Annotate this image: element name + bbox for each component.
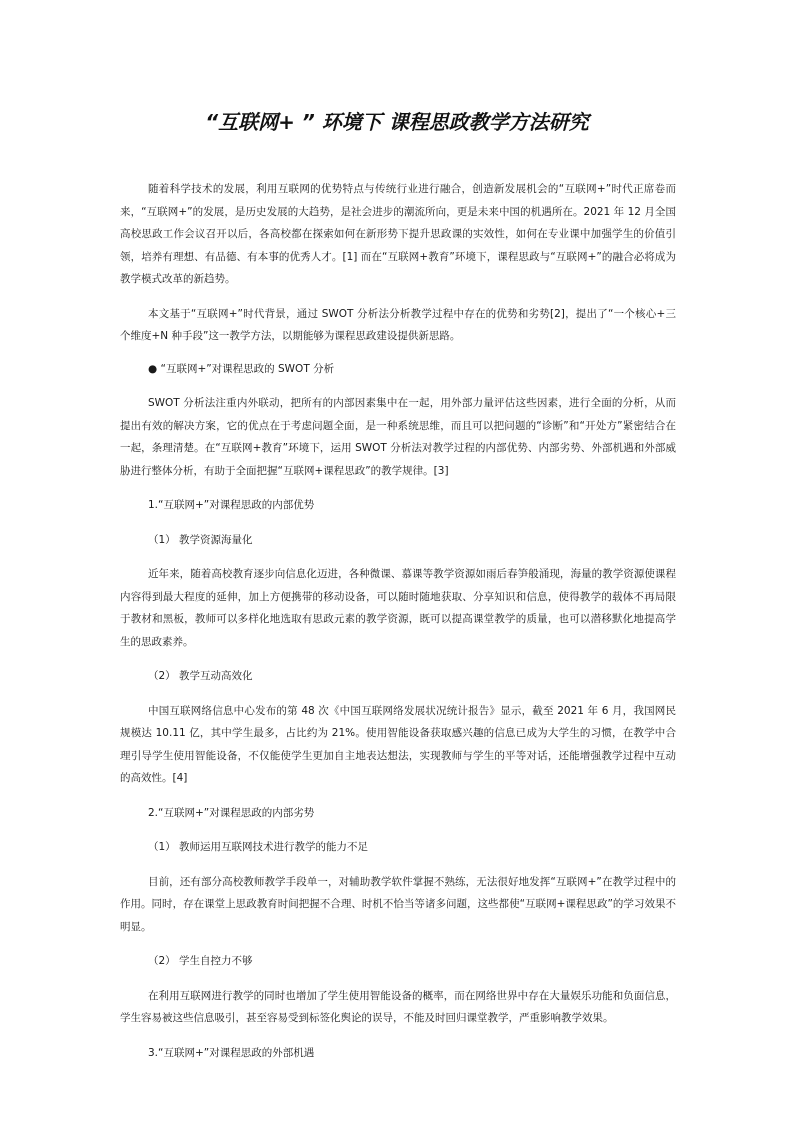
document-title: “互联网+ ” 环境下 课程思政教学方法研究	[205, 110, 589, 134]
subheading-resources: （1） 教学资源海量化	[148, 533, 253, 546]
paragraph-purpose: 本文基于“互联网+”时代背景，通过 SWOT 分析法分析教学过程中存在的优势和劣势[2]，提出了“一个核心+三个维度+N 种手段”这一教学方法，以期能够为课程思政建设提供新思路。	[120, 307, 676, 342]
paragraph-resources: 近年来，随着高校教育逐步向信息化迈进，各种微课、慕课等教学资源如雨后春笋般涌现，海量的教学资源使课程内容得到最大程度的延伸，加上方便携带的移动设备，可以随时随地获取、分享知识和信息，使得教学的载体不再局限于教材和黑板，教师可以多样化地选取有思政元素的教学资源，既可以提高课堂教学的质量，也可以潜移默化地提高学生的思政素养。	[120, 568, 676, 648]
paragraph-interaction: 中国互联网络信息中心发布的第 48 次《中国互联网络发展状况统计报告》显示，截至 2021 年 6 月，我国网民规模达 10.11 亿，其中学生最多，占比约为 21%。使用智能设备获取感兴趣的信息已成为大学生的习惯，在教学中合理引导学生使用智能设备，不仅能使学生更加自主地表达想法，实现教师与学生的平等对话，还能增强教学过程中互动的高效性。[4]	[120, 704, 676, 784]
subheading-self-control: （2） 学生自控力不够	[148, 955, 253, 967]
subheading-teacher-ability: （1） 教师运用互联网技术进行教学的能力不足	[148, 841, 369, 853]
paragraph-self-control: 在利用互联网进行教学的同时也增加了学生使用智能设备的概率，而在网络世界中存在大量娱乐功能和负面信息，学生容易被这些信息吸引，甚至容易受到标签化舆论的误导，不能及时回归课堂教学，严重影响教学效果。	[120, 989, 676, 1024]
subheading-internal-weaknesses: 2.“互联网+”对课程思政的内部劣势	[148, 806, 315, 819]
paragraph-swot: SWOT 分析法注重内外联动，把所有的内部因素集中在一起，用外部力量评估这些因素，进行全面的分析，从而提出有效的解决方案，它的优点在于考虑问题全面，是一种系统思维，而且可以把问题的“诊断”和“开处方”紧密结合在一起，条理清楚。在“互联网+教育”环境下，运用 SWOT 分析法对教学过程的内部优势、内部劣势、外部机遇和外部威胁进行整体分析，有助于全面把握“互联网+课程思政”的教学规律。[3]	[120, 397, 676, 477]
subheading-interaction: （2） 教学互动高效化	[148, 670, 253, 682]
paragraph-intro: 随着科学技术的发展，利用互联网的优势特点与传统行业进行融合，创造新发展机会的“互联网+”时代正席卷而来，“互联网+”的发展，是历史发展的大趋势，是社会进步的潮流所向，更是未来中国的机遇所在。2021 年 12 月全国高校思政工作会议召开以后，各高校都在探索如何在新形势下提升思政课的实效性，如何在专业课中加强学生的价值引领，培养有理想、有品德、有本事的优秀人才。[1] 而在“互联网+教育”环境下，课程思政与“互联网+”的融合必将成为教学模式改革的新趋势。	[120, 183, 676, 285]
subheading-internal-strengths: 1.“互联网+”对课程思政的内部优势	[148, 499, 315, 511]
section-heading-swot: ● “互联网+”对课程思政的 SWOT 分析	[148, 362, 335, 375]
paragraph-teacher-ability: 目前，还有部分高校教师教学手段单一，对辅助教学软件掌握不熟练，无法很好地发挥“互联网+”在教学过程中的作用。同时，存在课堂上思政教育时间把握不合理、时机不恰当等诸多问题，这些都使“互联网+课程思政”的学习效果不明显。	[120, 875, 676, 933]
document-body	[120, 178, 676, 1064]
subheading-external-opportunities: 3.“互联网+”对课程思政的外部机遇	[148, 1046, 315, 1059]
